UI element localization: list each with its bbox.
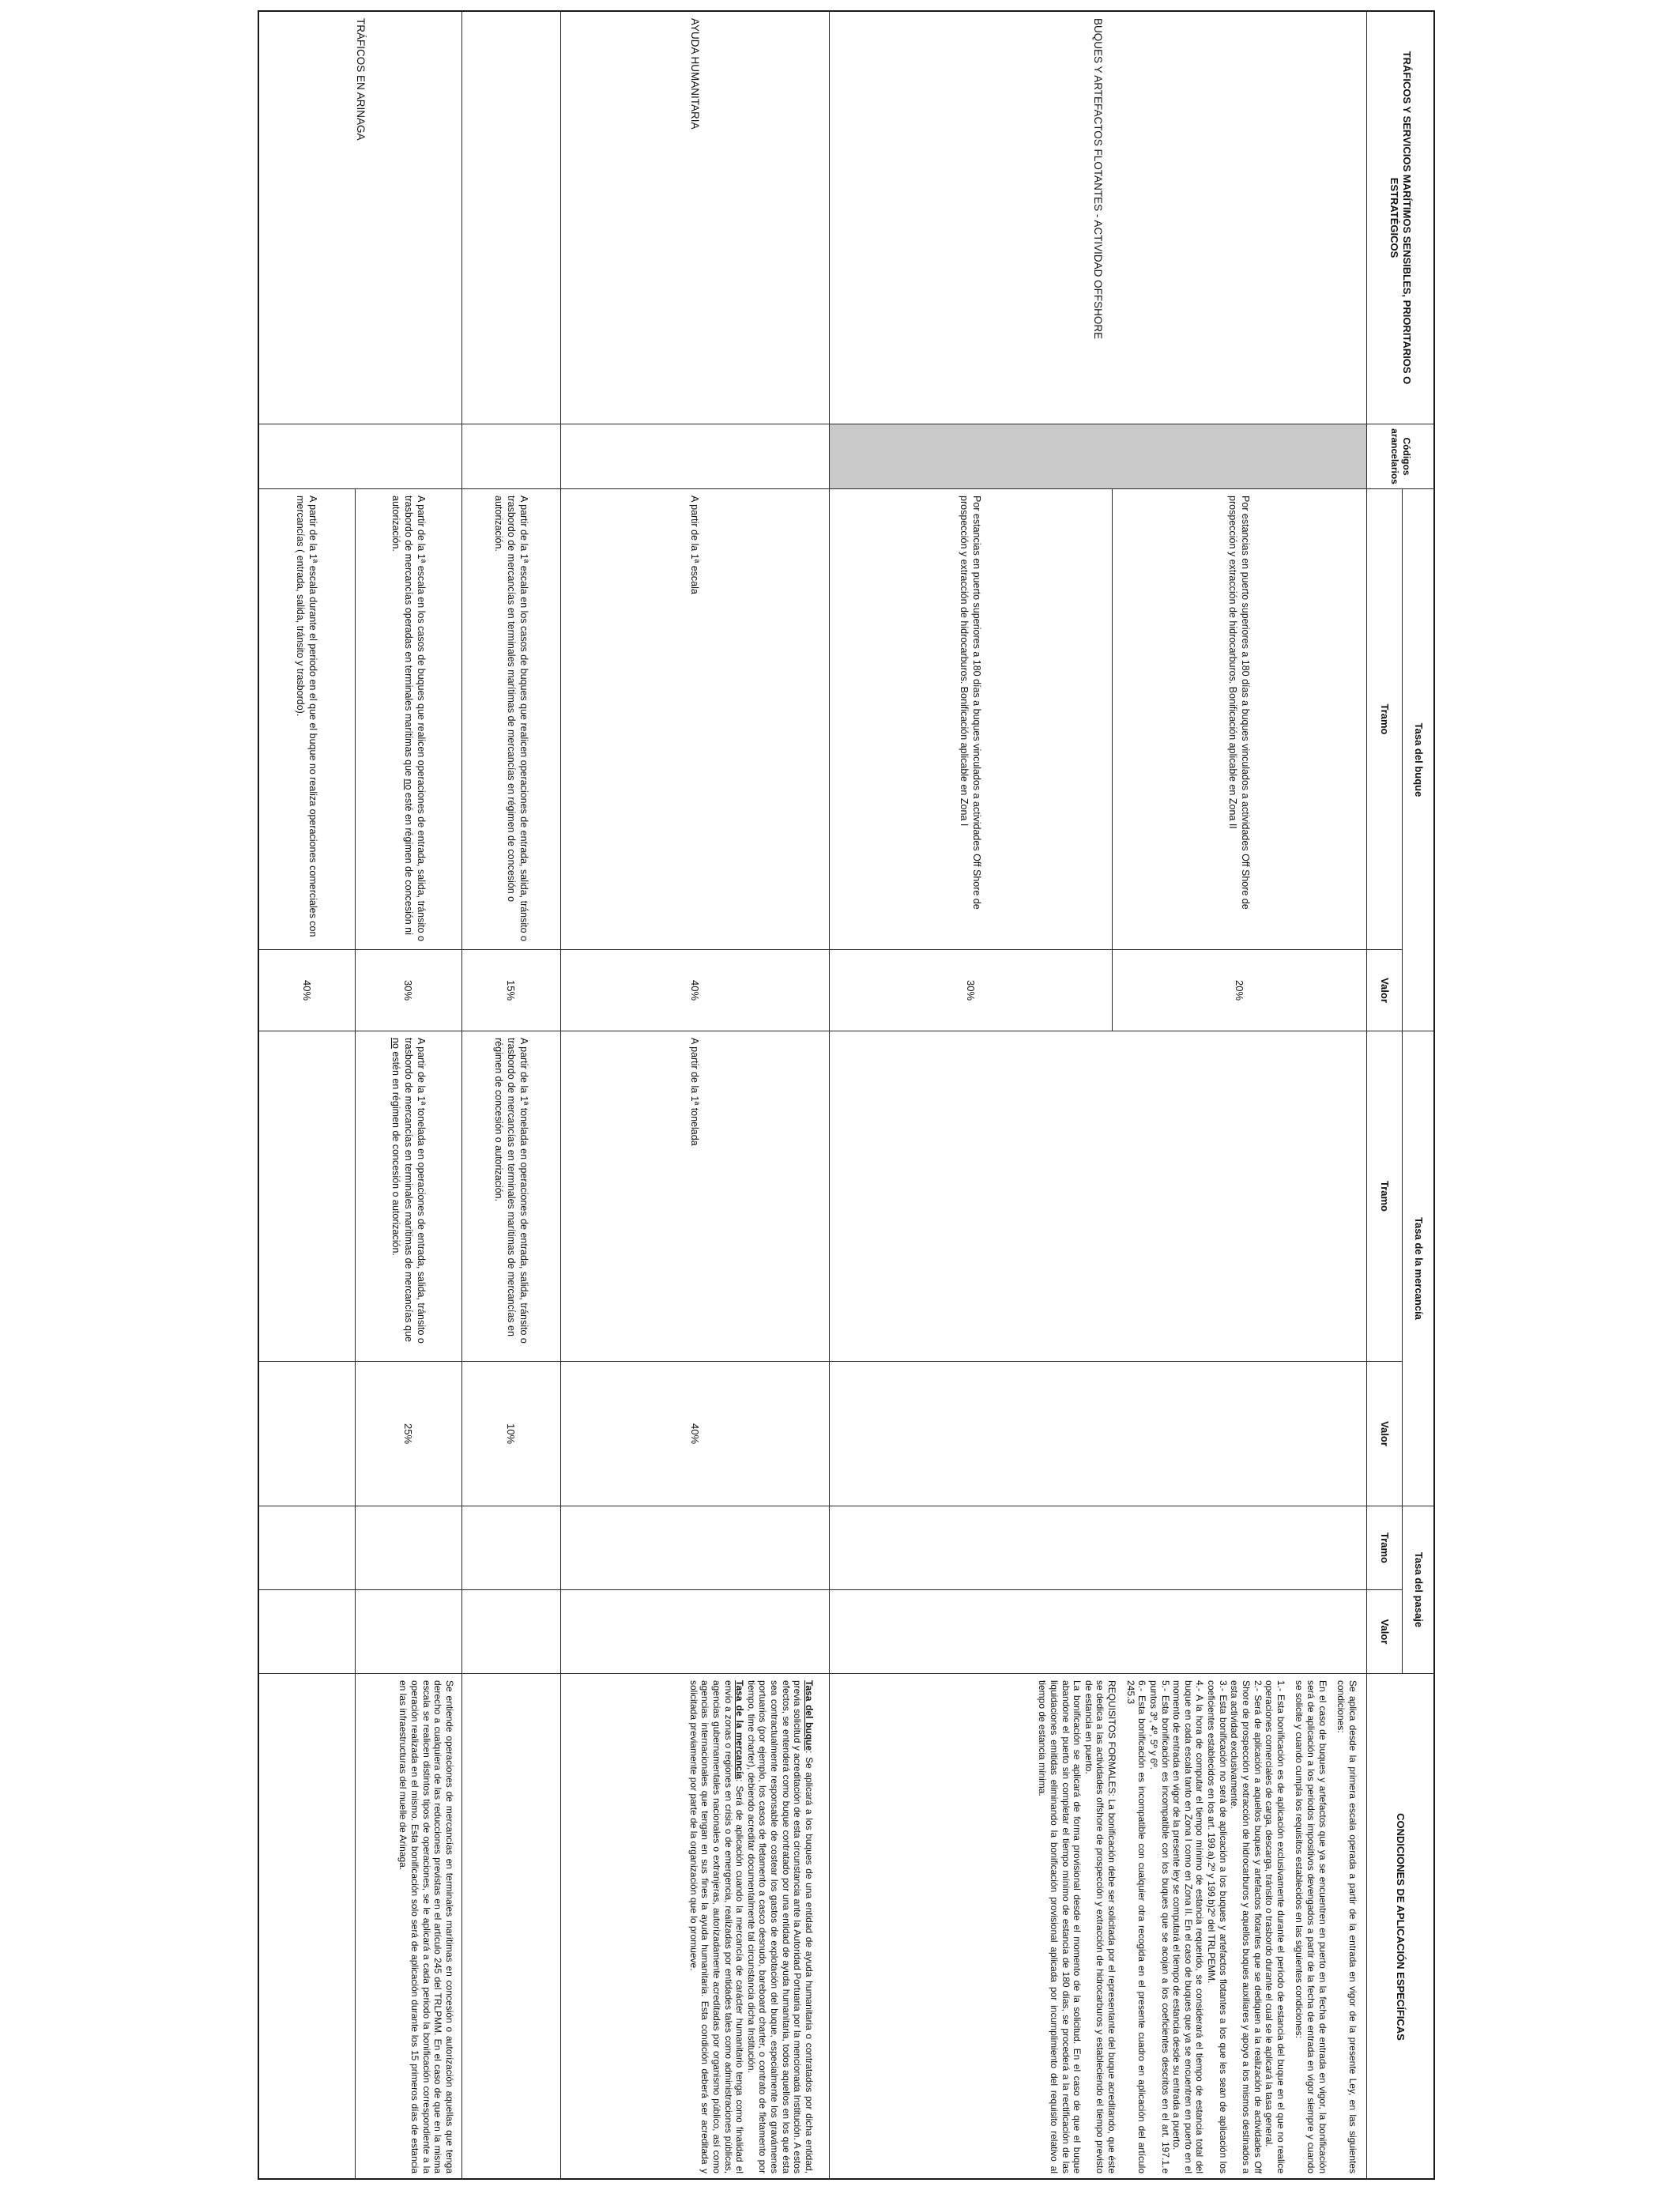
general-buque-valor: 15%: [461, 950, 560, 1031]
offshore-buque-valor-zona1: 30%: [829, 950, 1112, 1031]
arinaga-buque-tramo-1-b: esté en régimen de concesión ni autorización.: [390, 496, 414, 935]
arinaga-buque-valor-1: 30%: [355, 950, 461, 1031]
offshore-cond-1: En el caso de buques y artefactos que ya se encuentren en puerto en la fecha de entrada en vigor, la bonificación será de aplicación a los periodos impositivos devengados a partir de la fecha de entrada en vigor siempre y cuando se solicite y cuando cumpla los requisitos establecidos en las siguientes condiciones:: [1294, 1680, 1328, 2173]
general-section-name: [461, 12, 560, 424]
header-condiciones: CONDICIONES DE APLICACIÓN ESPECÍFICAS: [1366, 1674, 1433, 2180]
section-name-offshore: BUQUES Y ARTEFACTOS FLOTANTES - ACTIVIDAD OFFSHORE: [829, 12, 1366, 424]
offshore-buque-valor-zona2: 20%: [1112, 950, 1366, 1031]
offshore-buque-tramo-zona1: Por estancias en puerto superiores a 180 días a buques vinculados a actividades Off Shore de prospección y extracción de hidrocarburos. Bonificación aplicable en Zona I: [829, 489, 1112, 950]
offshore-cond-2: 1.- Esta bonificación es de aplicación exclusivamente durante el período de estancia del buque en el que no realice operaciones comerciales de carga, descarga, tránsito o trasbordo durante el cual se le aplicará la tasa general.: [1264, 1680, 1286, 2173]
header-codigos: Códigos arancelarios: [1366, 424, 1433, 489]
arinaga-pasaje-valor: [355, 1590, 461, 1674]
offshore-cond-3: 2.- Será de aplicación a aquellos buques y artefactos flotantes que se dediquen a la realización de actividades Off Shore de prospección y extracción de hidrocarburos y aquellos buques auxiliares y apoyo a los mismos destinados a esta actividad exclusivamente.: [1229, 1680, 1264, 2173]
header-buque-valor: Valor: [1366, 950, 1402, 1031]
ayuda-cond-buque-label: Tasa del buque: [804, 1680, 815, 1751]
ayuda-cond-buque-text: : Se aplicará a los buques de una entidad de ayuda humanitaria o contratados por dicha entidad, previa solicitud y acreditación de esta circunstancia ante la Autoridad Portuaria por la mencionada Institución. A estos efectos, se entenderá como buque contratado por una entidad de ayuda humanitaria, todos aquellos en los que ésta sea contractualmente responsable de costear los gastos de explotación del buque, especialmente los gravámenes portuarios (por ejemplo, los casos de fletamento a casco desnudo, bareboard charter, o contrato de fletamento por tiempo, time charter), debiendo acreditar documentalmente tal circunstancia dicha Institución.: [745, 1680, 815, 2174]
offshore-merc-valor: [829, 1362, 1366, 1506]
header-tasa-mercancia: Tasa de la mercancía: [1402, 1031, 1433, 1506]
arinaga-buque-tramo-1-a: A partir de la 1ª escala en los casos de buques que realicen operaciones de entrada, salida, tránsito o trasbordo de mercancías operadas en terminales marítimas que: [403, 496, 427, 942]
header-merc-tramo: Tramo: [1366, 1031, 1402, 1362]
arinaga-pasaje-valor-2: [259, 1590, 355, 1674]
arinaga-buque-valor-2: 40%: [259, 950, 355, 1031]
offshore-cond-7: 6.- Esta bonificación es incompatible con cualquier otra recogida en el presente cuadro en aplicación del artículo 245.3: [1124, 1680, 1148, 2173]
arinaga-merc-valor: 25%: [355, 1362, 461, 1506]
arinaga-merc-valor-2: [259, 1362, 355, 1506]
arinaga-merc-tramo: [355, 1031, 461, 1362]
general-merc-tramo: A partir de la 1ª tonelada en operaciones de entrada, salida, tránsito o trasbordo de mercancías en terminales marítimas de mercancías en régimen de concesión o autorización.: [461, 1031, 560, 1362]
header-buque-tramo: Tramo: [1366, 489, 1402, 950]
ayuda-pasaje-valor: [560, 1590, 829, 1674]
offshore-merc-tramo: [829, 1031, 1366, 1362]
header-tasa-pasaje: Tasa del pasaje: [1402, 1506, 1433, 1674]
arinaga-pasaje-tramo: [355, 1506, 461, 1590]
arinaga-cond-text: Se entiende operaciones de mercancías en terminales marítimas en concesión o autorización aquellas que tenga derecho a cualquiera de las reducciones previstas en el artículo 245 del TRLPMM. En el caso de que en la misma escala se realicen distintos tipos de operaciones, se le aplicará a cada periodo la bonificación correspondiente a la operación realizada en el mismo. Esta bonificación solo será de aplicación durante los 15 primeros días de estancia en las infraestructuras del muelle de Arinaga.: [397, 1680, 455, 2173]
section-name-arinaga: TRÁFICOS EN ARINAGA: [259, 12, 461, 424]
codigos-cell-shaded: [829, 424, 1366, 489]
arinaga-conditions-2: [259, 1674, 355, 2180]
ayuda-buque-valor: 40%: [560, 950, 829, 1031]
ayuda-conditions: [560, 1674, 829, 2180]
arinaga-merc-tramo-2: [259, 1031, 355, 1362]
arinaga-merc-tramo-b: estén en régimen de concesión o autorización.: [390, 1048, 401, 1256]
general-merc-valor: 10%: [461, 1362, 560, 1506]
section-name-ayuda: AYUDA HUMANITARIA: [560, 12, 829, 424]
ayuda-buque-tramo: A partir de la 1ª escala: [560, 489, 829, 950]
general-pasaje-valor: [461, 1590, 560, 1674]
ayuda-codigos: [560, 424, 829, 489]
header-traficos: TRÁFICOS Y SERVICIOS MARÍTIMOS SENSIBLES, PRIORITARIOS O ESTRATÉGICOS: [1366, 12, 1433, 424]
general-codigos: [461, 424, 560, 489]
ayuda-pasaje-tramo: [560, 1506, 829, 1590]
offshore-buque-tramo-zona2: Por estancias en puerto superiores a 180 días a buques vinculados a actividades Off Shore de prospección y extracción de hidrocarburos. Bonificación aplicable en Zona II: [1112, 489, 1366, 950]
header-pasaje-tramo: Tramo: [1366, 1506, 1402, 1590]
offshore-cond-9: La bonificación se aplicará de forma provisional desde el momento de la solicitud. En el caso de que el buque abandone el puerto sin completar el tiempo mínimo de estancia de 180 días, se procederá a la rectificación de las liquidaciones emitidas eliminando la bonificación provisional aplicada por incumplimiento del requisito relativo al tiempo de estancia mínima.: [1037, 1680, 1083, 2173]
offshore-conditions: [829, 1674, 1366, 2180]
header-merc-valor: Valor: [1366, 1362, 1402, 1506]
arinaga-pasaje-tramo-2: [259, 1506, 355, 1590]
arinaga-buque-tramo-2: A partir de la 1ª escala durante el periodo en el que el buque no realiza operaciones comerciales con mercancías ( entrada, salida, tránsito y trasbordo).: [259, 489, 355, 950]
ayuda-cond-merc-label: Tasa de la mercancía: [734, 1680, 746, 1780]
header-tasa-buque: Tasa del buque: [1402, 489, 1433, 1031]
general-conditions: [461, 1674, 560, 2180]
ayuda-merc-valor: 40%: [560, 1362, 829, 1506]
arinaga-codigos: [259, 424, 461, 489]
arinaga-buque-tramo-1-no: no: [403, 778, 414, 790]
offshore-cond-8: REQUISITOS FORMALES: La bonificación debe ser solicitada por el representante del buque acreditando, que éste se dedica a las actividades offshore de prospección y extracción de hidrocarburos y estableciendo el tiempo previsto de estancia en puerto.: [1083, 1680, 1118, 2173]
header-pasaje-valor: Valor: [1366, 1590, 1402, 1674]
ayuda-cond-merc-text: : Será de aplicación cuando la mercancía de carácter humanitario tenga como finalidad el envío a zonas o regiones en crisis o de emergencia, realizadas por entidades tales como administraciones públicas, agencias gubernamentales nacionales o extranjeras, autorizadamente acreditadas por organismo público, así como agencias internacionales que tengan en sus fines la ayuda humanitaria. Esta condición deberá ser acreditada y solicitada previamente por parte de la organización que lo promueve.: [687, 1680, 746, 2173]
general-pasaje-tramo: [461, 1506, 560, 1590]
offshore-cond-5: 4.- A la hora de computar el tiempo mínimo de estancia requerido, se considerará el tiempo de estancia total del buque en cada escala tanto en Zona I como en Zona II. En el caso de buques que ya se encuentren en puerto en el momento de entrada en vigor de la presente ley se computará el tiempo de estancia desde su entrada a puerto.: [1171, 1680, 1206, 2173]
arinaga-merc-tramo-a: A partir de la 1ª tonelada en operaciones de entrada, salida, tránsito o trasbordo de mercancías en terminales marítimas de mercancías que: [403, 1038, 427, 1344]
offshore-cond-4: 3.- Esta bonificación no será de aplicación a los buques y artefactos flotantes a los que les sean de aplicación los coeficientes establecidos en los art. 199.a).2º y 199.b)2º del TRLPEMM.: [1206, 1680, 1229, 2173]
general-buque-tramo: A partir de la 1ª escala en los casos de buques que realicen operaciones de entrada, salida, tránsito o trasbordo de mercancías en terminales marítimas de mercancías en régimen de concesión o autorización.: [461, 489, 560, 950]
arinaga-merc-tramo-no: no: [390, 1038, 401, 1049]
ayuda-cond-buque: [745, 1680, 815, 2173]
bonification-table: [258, 10, 1435, 2180]
offshore-pasaje-tramo: [829, 1506, 1366, 1590]
ayuda-merc-tramo: A partir de la 1ª tonelada: [560, 1031, 829, 1362]
arinaga-conditions: [355, 1674, 461, 2180]
ayuda-cond-merc: [687, 1680, 745, 2173]
offshore-cond-6: 5.- Esta bonificación es incompatible con los buques que se acojan a los coeficientes descritos en el art. 197.1.e puntos 3º, 4º, 5º y 6º.: [1148, 1680, 1171, 2173]
offshore-pasaje-valor: [829, 1590, 1366, 1674]
offshore-cond-0: Se aplica desde la primera escala operada a partir de la entrada en vigor de la presente Ley, en las siguientes condiciones:: [1335, 1680, 1358, 2173]
arinaga-buque-tramo-1: [355, 489, 461, 950]
